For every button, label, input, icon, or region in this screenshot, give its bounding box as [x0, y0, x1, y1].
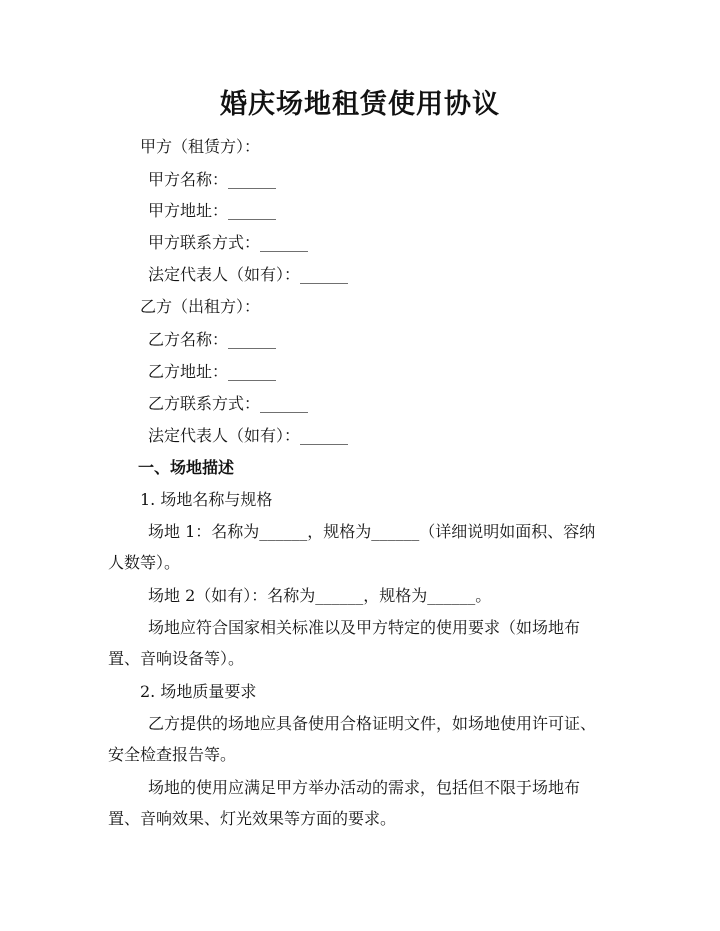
venue2-paragraph: 场地 2（如有）：名称为______，规格为______。: [148, 586, 492, 605]
quality2-paragraph-line2: 置、音响效果、灯光效果等方面的要求。: [108, 809, 397, 828]
party-a-contact: 甲方联系方式：______: [148, 233, 309, 252]
party-b-name: 乙方名称：______: [148, 330, 277, 349]
quality1-paragraph-line1: 乙方提供的场地应具备使用合格证明文件，如场地使用许可证、: [148, 714, 597, 733]
venue1-paragraph-line2: 人数等）。: [108, 553, 181, 572]
party-b-representative: 法定代表人（如有）：______: [148, 426, 349, 445]
party-b-address: 乙方地址：______: [148, 362, 277, 381]
venue1-paragraph-line1: 场地 1：名称为______，规格为______（详细说明如面积、容纳: [148, 522, 596, 541]
document-title: 婚庆场地租赁使用协议: [220, 89, 500, 120]
standard-paragraph-line1: 场地应符合国家相关标准以及甲方特定的使用要求（如场地布: [148, 618, 581, 637]
party-b-heading: 乙方（出租方）：: [140, 297, 261, 316]
section-heading-venue-description: 一、场地描述: [138, 458, 235, 477]
subsection-heading-venue-name: 1. 场地名称与规格: [140, 490, 273, 509]
quality2-paragraph-line1: 场地的使用应满足甲方举办活动的需求，包括但不限于场地布: [148, 778, 581, 797]
party-b-contact: 乙方联系方式：______: [148, 394, 309, 413]
party-a-name: 甲方名称：______: [148, 170, 277, 189]
party-a-heading: 甲方（租赁方）：: [140, 137, 261, 156]
party-a-address: 甲方地址：______: [148, 201, 277, 220]
standard-paragraph-line2: 置、音响设备等）。: [108, 649, 245, 668]
quality1-paragraph-line2: 安全检查报告等。: [108, 745, 237, 764]
subsection-heading-venue-quality: 2. 场地质量要求: [140, 682, 257, 701]
party-a-representative: 法定代表人（如有）：______: [148, 265, 349, 284]
